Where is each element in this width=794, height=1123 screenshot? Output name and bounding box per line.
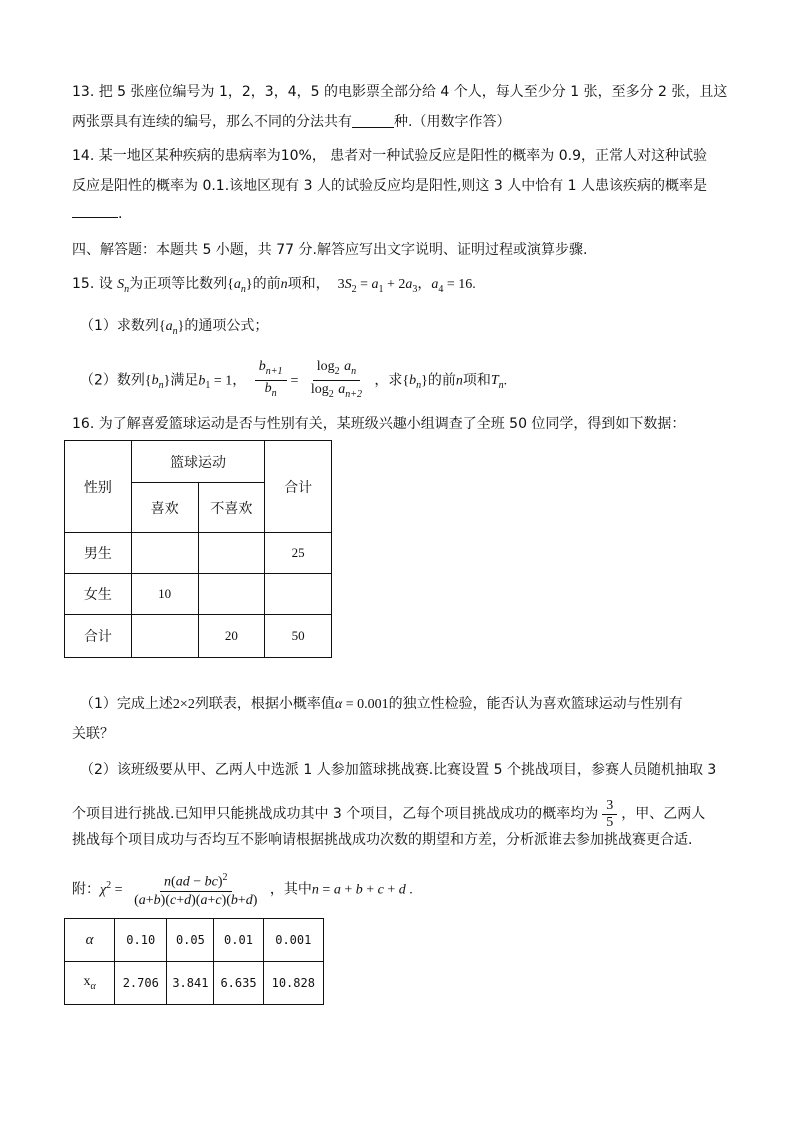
q14-line2: 反应是阳性的概率为 0.1.该地区现有 3 人的试验反应均是阳性,则这 3 人中恰有 1 人患该疾病的概率是 [72, 178, 708, 194]
critical-value-table [64, 918, 324, 1005]
header-total: 合计 [265, 441, 332, 533]
header-gender: 性别 [65, 441, 132, 533]
q14-line3: . [72, 204, 122, 224]
q15-intro: 15. 设 $S_n$为正项等比数列$\{a_n\}$的前n项和， $3S_2 = a_1 + 2a_3$，$a_4 = 16$. [72, 276, 476, 295]
cell-total: 50 [265, 615, 332, 658]
cell-total: 25 [265, 533, 332, 574]
q15-sub1: （1）求数列$\{a_n\}$的通项公式； [80, 318, 269, 337]
q13-line2: 两张票具有连续的编号，那么不同的分法共有 种.（用数字作答） [72, 114, 511, 130]
table-row [65, 533, 332, 574]
q16-intro: 16. 为了解喜爱篮球运动是否与性别有关，某班级兴趣小组调查了全班 50 位同学，得到如下数据： [72, 416, 686, 432]
cell-like [131, 533, 198, 574]
cell-like [131, 615, 198, 658]
q16-sub1: （1）完成上述2×2列联表，根据小概率值α = 0.001的独立性检验，能否认为喜欢篮球运动与性别有 [80, 696, 683, 712]
table-cell: 0.05 [167, 919, 214, 962]
header-basketball: 篮球运动 [131, 441, 265, 483]
table-row [65, 962, 324, 1005]
row-label: 合计 [65, 615, 132, 658]
header-dislike: 不喜欢 [198, 483, 265, 533]
alpha-symbol: α [65, 919, 115, 962]
q15-sub2: （2）数列$\{b_n\}$满足$b_1 = 1$， $\frac{b_{n+1}}{b_n}$ = $\frac{\log_2 a_n}{\log_2 a_{n+2}}$ ，求$\{b_n\}$的前n项和$T_n$. [80, 359, 508, 400]
contingency-table [64, 440, 332, 658]
answer-blank [352, 113, 394, 128]
table-cell: 0.10 [115, 919, 167, 962]
table-cell: 0.01 [214, 919, 263, 962]
table-cell: 0.001 [263, 919, 323, 962]
table-row [65, 919, 324, 962]
q16-sub2-line3: 挑战每个项目成功与否均互不影响请根据挑战成功次数的期望和方差，分析派谁去参加挑战赛更合适. [72, 832, 693, 848]
appendix-formula: 附：$\chi^2$ = $\frac{n(ad - bc)^2}{(a+b)(c+d)(a+c)(b+d)}$ ，其中n = a + b + c + d . [72, 872, 413, 908]
table-row [65, 615, 332, 658]
cell-dislike [198, 574, 265, 615]
header-like: 喜欢 [131, 483, 198, 533]
table-row [65, 574, 332, 615]
table-cell: 10.828 [263, 962, 323, 1005]
cell-total [265, 574, 332, 615]
q16-sub2-line1: （2）该班级要从甲、乙两人中选派 1 人参加篮球挑战赛.比赛设置 5 个挑战项目，参赛人员随机抽取 3 [80, 762, 717, 778]
q16-sub1-line2: 关联？ [72, 726, 114, 742]
cell-dislike: 20 [198, 615, 265, 658]
section-heading: 四、解答题：本题共 5 小题，共 77 分.解答应写出文字说明、证明过程或演算步骤. [72, 242, 588, 258]
answer-blank [72, 205, 118, 218]
table-cell: 2.706 [115, 962, 167, 1005]
q13-line1: 13. 把 5 张座位编号为 1，2，3，4，5 的电影票全部分给 4 个人，每人至少分 1 张，至多分 2 张，且这 [72, 84, 728, 100]
table-cell: 3.841 [167, 962, 214, 1005]
row-label: 男生 [65, 533, 132, 574]
table-cell: 6.635 [214, 962, 263, 1005]
q16-sub2-line2: 个项目进行挑战.已知甲只能挑战成功其中 3 个项目，乙每个项目挑战成功的概率均为 $\frac{3}{5}$ ，甲、乙两人 [72, 797, 706, 830]
row-label: 女生 [65, 574, 132, 615]
q14-line1: 14. 某一地区某种疾病的患病率为10%， 患者对一种试验反应是阳性的概率为 0.9，正常人对这种试验 [72, 148, 707, 164]
cell-dislike [198, 533, 265, 574]
x-alpha-symbol: $x_\alpha$ [65, 962, 115, 1005]
cell-like: 10 [131, 574, 198, 615]
